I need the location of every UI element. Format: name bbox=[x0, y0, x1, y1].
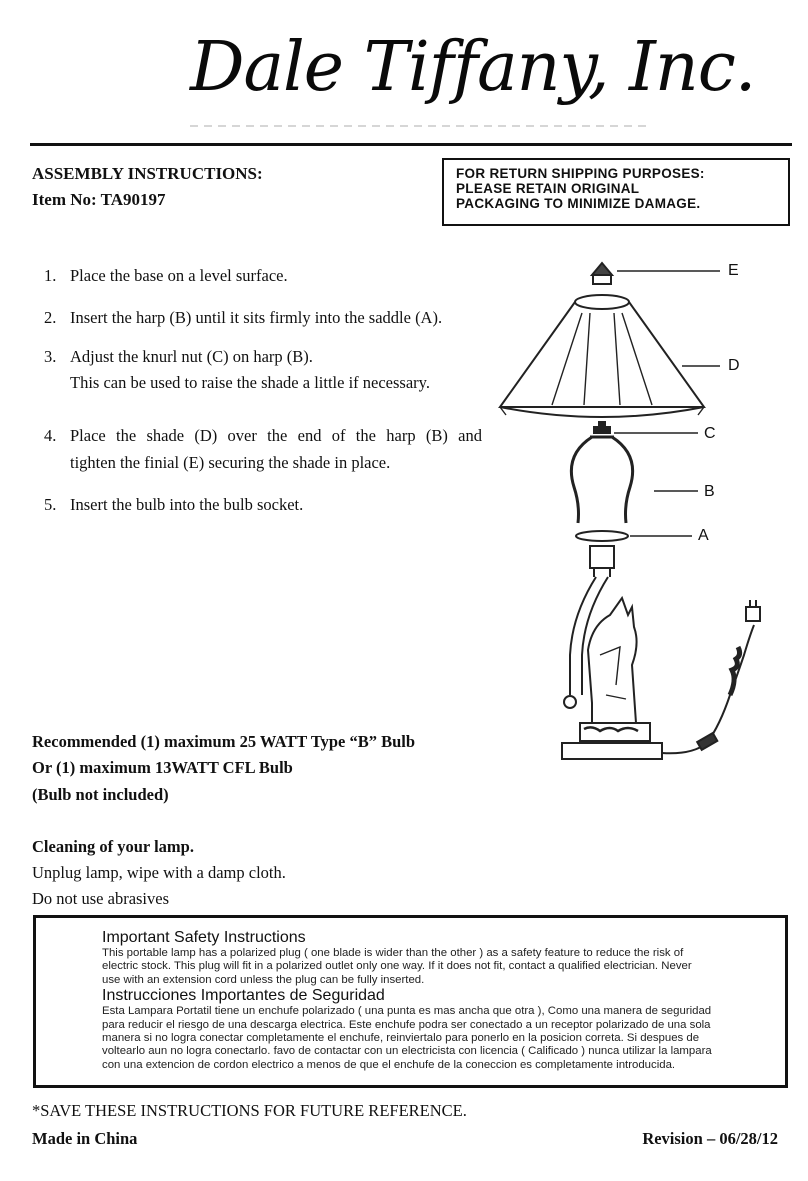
plug bbox=[746, 607, 760, 621]
finial-body bbox=[593, 275, 611, 284]
bulb-not-included: (Bulb not included) bbox=[32, 785, 169, 804]
cat-figure bbox=[588, 598, 637, 723]
cleaning-line: Unplug lamp, wipe with a damp cloth. bbox=[32, 863, 286, 882]
step-number: 4. bbox=[44, 426, 57, 445]
step-text: Adjust the knurl nut (C) on harp (B). bbox=[70, 347, 313, 366]
safety-text-en: electric stock. This plug will fit in a polarized outlet only one way. If it does not fit, contact a qualified electrician. Never bbox=[102, 960, 692, 973]
shade-rim bbox=[500, 407, 704, 417]
step-number: 5. bbox=[44, 495, 57, 514]
step-text: This can be used to raise the shade a little if necessary. bbox=[70, 373, 430, 392]
notice-line: FOR RETURN SHIPPING PURPOSES: bbox=[456, 166, 705, 181]
cleaning-title: Cleaning of your lamp. bbox=[32, 837, 194, 856]
logo-underline bbox=[190, 125, 650, 127]
step-text: tighten the finial (E) securing the shade in place. bbox=[70, 453, 391, 472]
step-number: 1. bbox=[44, 266, 57, 285]
shade-cap bbox=[575, 295, 629, 309]
safety-text-en: This portable lamp has a polarized plug ( one blade is wider than the other ) as a safety feature to reduce the risk of bbox=[102, 947, 684, 959]
step-number: 2. bbox=[44, 308, 57, 327]
safety-text-es: voltearlo aun no logra conectarlo. favo de contactar con un electricista con licencia ( Calificado ) nunca utilizar la lampara bbox=[102, 1045, 712, 1058]
safety-text-es: manera si no logra conectar completamente el enchufe, reinviertalo para ponerlo en la posicion correta. Si despues de bbox=[102, 1032, 700, 1045]
notice-line: PACKAGING TO MINIMIZE DAMAGE. bbox=[456, 196, 701, 211]
finial-top bbox=[592, 263, 612, 275]
safety-instructions-box bbox=[33, 915, 788, 1088]
label-d: D bbox=[728, 357, 740, 374]
step-text: Insert the harp (B) until it sits firmly into the saddle (A). bbox=[70, 308, 443, 327]
shade-body bbox=[500, 302, 704, 407]
cord-switch bbox=[697, 733, 717, 750]
bulb-recommendation: Recommended (1) maximum 25 WATT Type “B” Bulb bbox=[32, 732, 416, 751]
safety-title-en: Important Safety Instructions bbox=[102, 929, 306, 946]
step-text: Insert the bulb into the bulb socket. bbox=[70, 495, 304, 514]
harp bbox=[571, 437, 632, 523]
step-number: 3. bbox=[44, 347, 57, 366]
label-c: C bbox=[704, 425, 716, 442]
label-a: A bbox=[698, 527, 709, 544]
safety-text-es: Esta Lampara Portatil tiene un enchufe polarizado ( una punta es mas ancha que otra ), Como una manera de seguridad bbox=[102, 1005, 712, 1018]
step-text: Place the shade (D) over the end of the harp (B) and bbox=[70, 426, 482, 445]
step-text: Place the base on a level surface. bbox=[70, 266, 288, 285]
label-b: B bbox=[704, 483, 715, 500]
socket bbox=[590, 546, 614, 568]
bulb-cfl: Or (1) maximum 13WATT CFL Bulb bbox=[32, 758, 293, 777]
notice-line: PLEASE RETAIN ORIGINAL bbox=[456, 181, 640, 196]
brand-logo bbox=[190, 28, 756, 128]
shade-panels bbox=[552, 313, 652, 405]
lamp-base bbox=[562, 743, 662, 759]
safety-text-en: use with an extension cord unless the plug can be fully inserted. bbox=[102, 973, 425, 986]
cleaning-line: Do not use abrasives bbox=[32, 889, 170, 908]
label-e: E bbox=[728, 262, 739, 279]
return-shipping-notice bbox=[442, 158, 790, 226]
assembly-title: ASSEMBLY INSTRUCTIONS: bbox=[32, 164, 263, 183]
lamp-illustration bbox=[492, 255, 792, 780]
lamp-base-top bbox=[580, 723, 650, 741]
header-divider bbox=[30, 143, 792, 146]
logo-text: Dale Tiffany, Inc. bbox=[190, 28, 756, 107]
made-in: Made in China bbox=[32, 1129, 138, 1148]
saddle bbox=[576, 531, 628, 541]
save-instructions-note: *SAVE THESE INSTRUCTIONS FOR FUTURE REFERENCE. bbox=[32, 1101, 467, 1120]
safety-text-es: para reducir el riesgo de una descarga electrica. Este enchufe podra ser conectado a un receptor polarizado de una sola bbox=[102, 1018, 711, 1031]
item-number: Item No: TA90197 bbox=[32, 190, 166, 209]
safety-text-es: con una extencion de cordon electrico a menos de que el enchufe de la coneccion es completamente introducida. bbox=[102, 1058, 676, 1071]
safety-title-es: Instrucciones Importantes de Seguridad bbox=[102, 987, 385, 1005]
power-cord bbox=[662, 625, 754, 753]
lamp-diagram bbox=[492, 255, 792, 780]
revision-date: Revision – 06/28/12 bbox=[642, 1129, 778, 1148]
